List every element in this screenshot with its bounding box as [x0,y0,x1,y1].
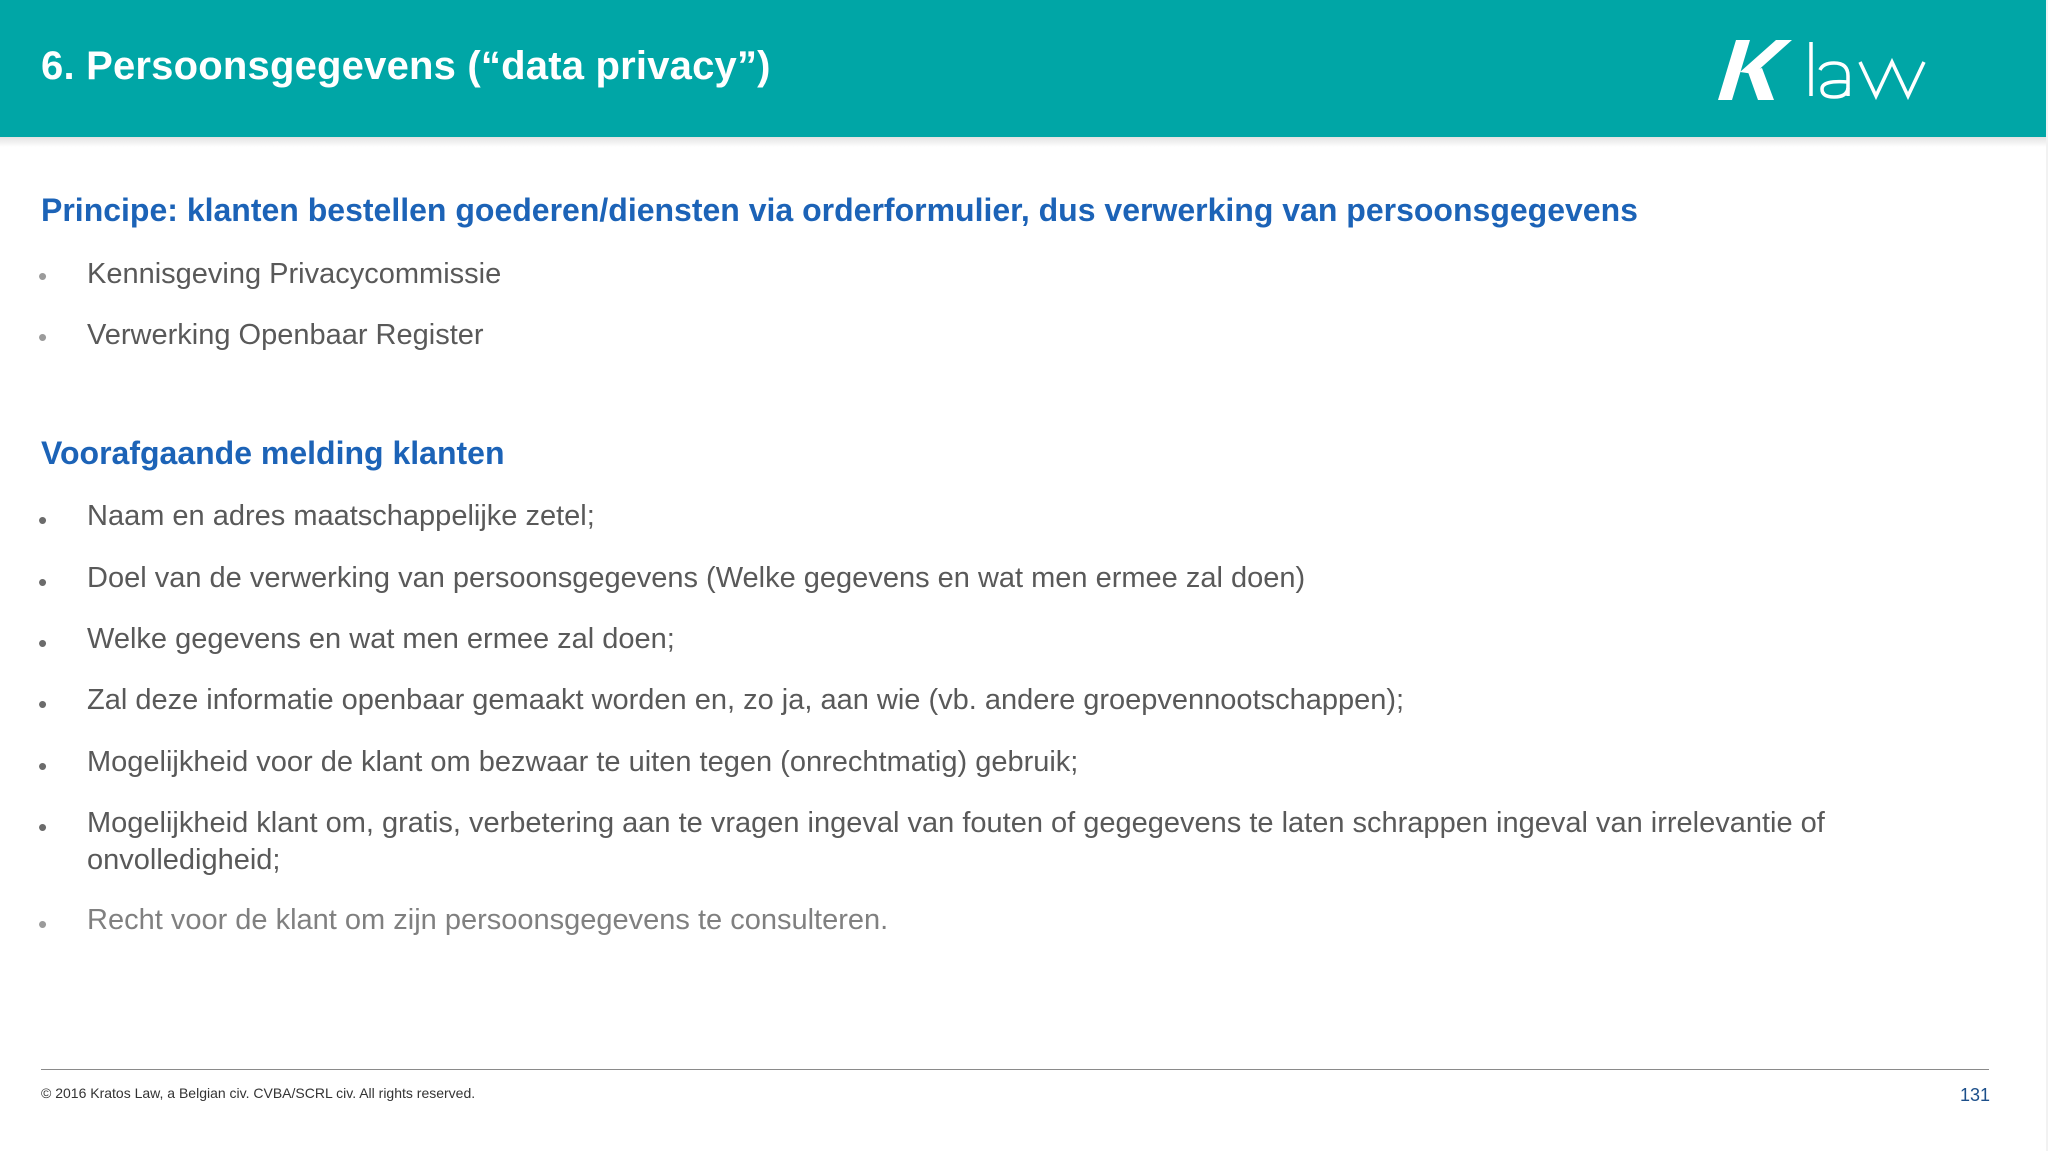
section-heading-melding: Voorafgaande melding klanten [41,435,505,471]
list-item: Mogelijkheid voor de klant om bezwaar te uiten tegen (onrechtmatig) gebruik; [87,746,1079,778]
list-item: Welke gegevens en wat men ermee zal doen; [87,623,675,655]
bullet: • [38,628,48,658]
list-item: Zal deze informatie openbaar gemaakt worden en, zo ja, aan wie (vb. andere groepvennootschappen); [87,684,1405,716]
list-item: Doel van de verwerking van persoonsgegevens (Welke gegevens en wat men ermee zal doen) [87,562,1306,594]
header-bar [0,0,2046,137]
klaw-logo-icon [1710,30,1940,106]
list-item: Kennisgeving Privacycommissie [87,258,502,290]
footer-divider [41,1069,1989,1070]
list-item: Verwerking Openbaar Register [87,319,484,351]
bullet: • [38,751,48,781]
footer-copyright: © 2016 Kratos Law, a Belgian civ. CVBA/SCRL civ. All rights reserved. [41,1085,476,1101]
page-title: 6. Persoonsgegevens (“data privacy”) [41,44,771,88]
bullet: • [38,689,48,719]
klaw-logo [1710,30,1940,106]
bullet: • [38,909,48,939]
list-item: Recht voor de klant om zijn persoonsgegevens te consulteren. [87,904,889,936]
section-heading-principe: Principe: klanten bestellen goederen/diensten via orderformulier, dus verwerking van persoonsgegevens [41,192,1638,228]
bullet: • [38,567,48,597]
list-item: Naam en adres maatschappelijke zetel; [87,500,595,532]
header-shadow [0,137,2046,147]
bullet: • [38,261,48,291]
page-number: 131 [1960,1085,1991,1105]
bullet: • [38,322,48,352]
bullet: • [38,505,48,535]
list-item: Mogelijkheid klant om, gratis, verbetering aan te vragen ingeval van fouten of gegegevens te laten schrappen ingeval van irrelevantie of onvolledigheid; [87,807,1825,876]
bullet: • [38,812,48,842]
